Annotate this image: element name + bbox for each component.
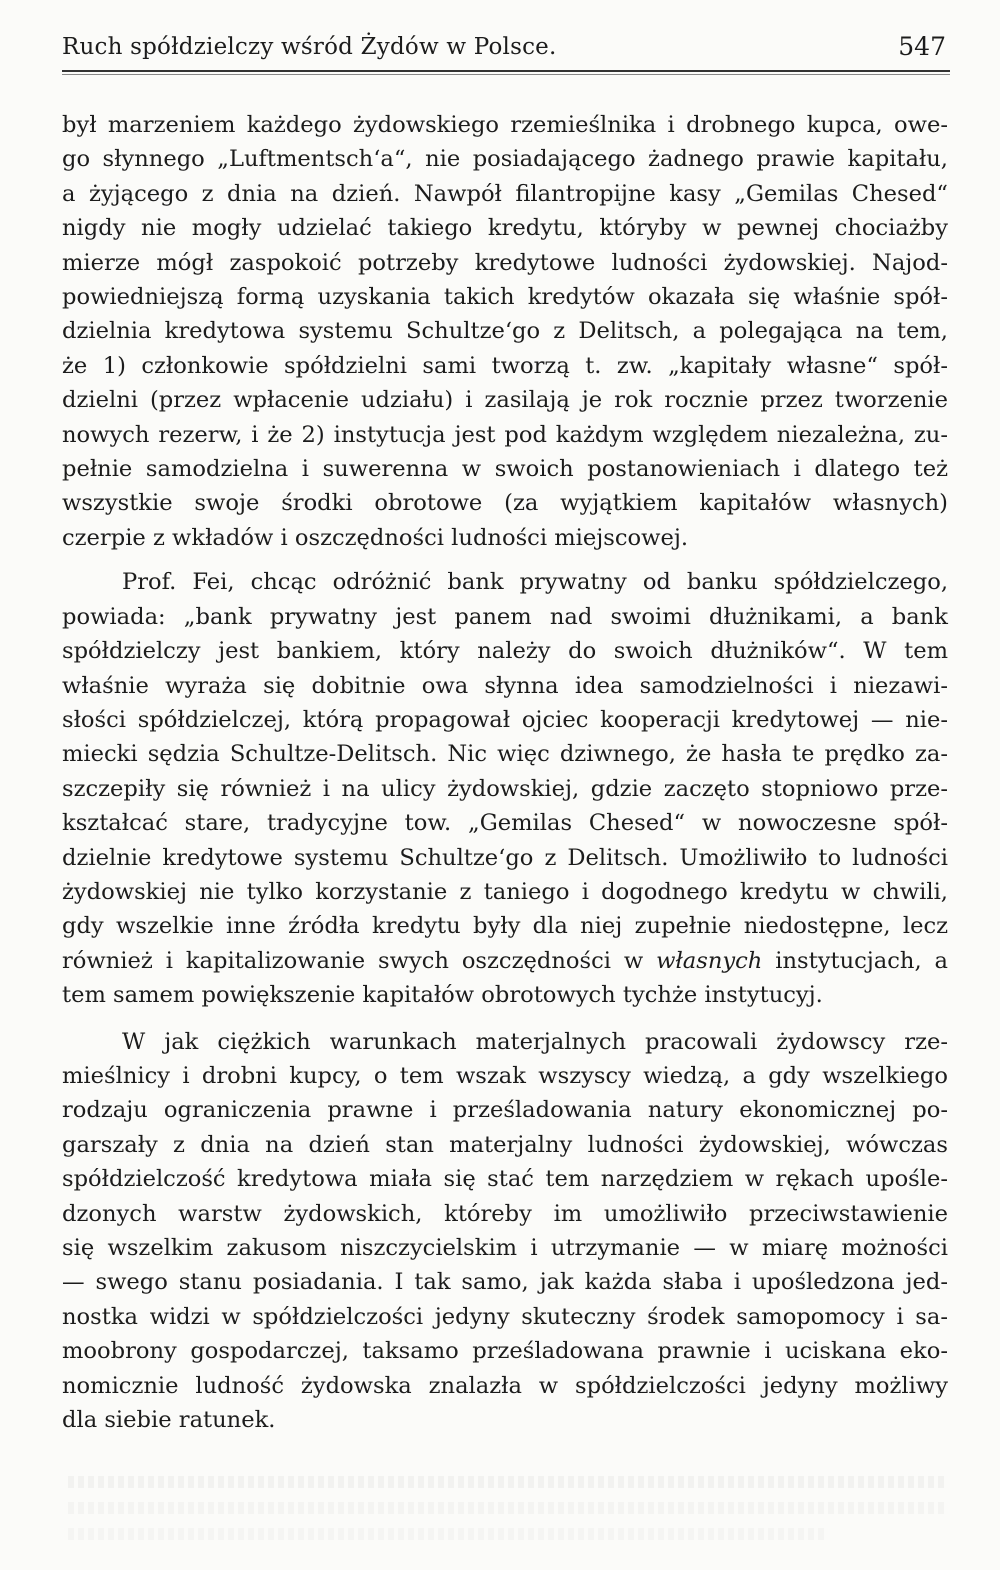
text-line: go słynnego „Luftmentsch‘a“, nie posiadającego żadnego prawie kapitału,	[62, 146, 948, 173]
text-line: dzonych warstw żydowskich, któreby im umożliwiło przeciwstawienie	[62, 1200, 948, 1227]
text-line: miecki sędzia Schultze-Delitsch. Nic więc dziwnego, że hasła te prędko za-	[62, 741, 948, 768]
page-number: 547	[898, 32, 946, 61]
show-through-artifact	[68, 1476, 948, 1488]
text-line: dzielni (przez wpłacenie udziału) i zasilają je rok rocznie przez tworzenie	[62, 387, 948, 414]
text-line: nostka widzi w spółdzielczości jedyny skuteczny środek samopomocy i sa-	[62, 1303, 948, 1330]
page-header	[62, 32, 950, 68]
text-line: powiedniejszą formą uzyskania takich kredytów okazała się właśnie spół-	[62, 284, 948, 311]
emphasis-word: własnych	[656, 947, 763, 974]
text-line: spółdzielczy jest bankiem, który należy do swoich dłużników“. W tem	[62, 638, 948, 665]
header-rule-thin	[62, 74, 950, 75]
text-line: wszystkie swoje środki obrotowe (za wyjątkiem kapitałów własnych)	[62, 490, 948, 517]
show-through-artifact	[68, 1528, 828, 1540]
text-line: kształcać stare, tradycyjne tow. „Gemilas Chesed“ w nowoczesne spół-	[62, 810, 948, 837]
text-segment: również i kapitalizowanie swych oszczędności w	[62, 947, 644, 974]
show-through-artifact	[68, 1502, 948, 1514]
text-line: spółdzielczość kredytowa miała się stać tem narzędziem w rękach upośle-	[62, 1166, 948, 1193]
text-line: garszały z dnia na dzień stan materjalny ludności żydowskiej, wówczas	[62, 1131, 948, 1158]
text-line: dla siebie ratunek.	[62, 1407, 276, 1434]
text-line: a żyjącego z dnia na dzień. Nawpół filantropijne kasy „Gemilas Chesed“	[62, 180, 948, 207]
text-line: nigdy nie mogły udzielać takiego kredytu, któryby w pewnej chociażby	[62, 215, 948, 242]
text-line: W jak ciężkich warunkach materjalnych pracowali żydowscy rze-	[122, 1028, 948, 1055]
text-line: Prof. Fei, chcąc odróżnić bank prywatny od banku spółdzielczego,	[122, 569, 948, 596]
paragraph-3	[62, 1025, 948, 1438]
text-line: moobrony gospodarczej, taksamo prześladowana prawnie i uciskana eko-	[62, 1338, 948, 1365]
paragraph-1	[62, 108, 948, 555]
text-line: był marzeniem każdego żydowskiego rzemieślnika i drobnego kupca, owe-	[62, 112, 948, 138]
text-line: nomicznie ludność żydowska znalazła w spółdzielczości jedyny możliwy	[62, 1372, 948, 1399]
text-line: gdy wszelkie inne źródła kredytu były dla niej zupełnie niedostępne, lecz	[62, 913, 948, 940]
text-segment: instytucjach, a	[775, 947, 949, 974]
text-line-with-emphasis	[62, 944, 948, 978]
text-line: rodzaju ograniczenia prawne i prześladowania natury ekonomicznej po-	[62, 1097, 948, 1124]
text-line: powiada: „bank prywatny jest panem nad swoimi dłużnikami, a bank	[62, 603, 948, 630]
paragraph-gap	[62, 555, 948, 565]
text-line: czerpie z wkładów i oszczędności ludności miejscowej.	[62, 524, 689, 551]
running-title: Ruch spółdzielczy wśród Żydów w Polsce.	[62, 34, 557, 60]
paragraph-2	[62, 565, 948, 1012]
text-line: się wszelkim zakusom niszczycielskim i utrzymanie — w miarę możności	[62, 1235, 948, 1261]
text-line: pełnie samodzielna i suwerenna w swoich postanowieniach i dlatego też	[62, 456, 948, 483]
header-rule	[62, 70, 950, 72]
text-line: nowych rezerw, i że 2) instytucja jest pod każdym względem niezależna, zu-	[62, 421, 948, 448]
text-line: mierze mógł zaspokoić potrzeby kredytowe ludności żydowskiej. Najod-	[62, 249, 948, 276]
text-line: że 1) członkowie spółdzielni sami tworzą t. zw. „kapitały własne“ spół-	[62, 352, 948, 379]
text-line: — swego stanu posiadania. I tak samo, jak każda słaba i upośledzona jed-	[62, 1269, 948, 1296]
text-line: dzielnie kredytowe systemu Schultze‘go z Delitsch. Umożliwiło to ludności	[62, 844, 948, 871]
paragraph-gap	[62, 1013, 948, 1025]
text-line: słości spółdzielczej, którą propagował ojciec kooperacji kredytowej — nie-	[62, 706, 948, 733]
text-line: właśnie wyraża się dobitnie owa słynna idea samodzielności i niezawi-	[62, 672, 948, 699]
text-line: mieślnicy i drobni kupcy, o tem wszak wszyscy wiedzą, a gdy wszelkiego	[62, 1062, 948, 1089]
text-line: żydowskiej nie tylko korzystanie z taniego i dogodnego kredytu w chwili,	[62, 878, 948, 905]
text-line: szczepiły się również i na ulicy żydowskiej, gdzie zaczęto stopniowo prze-	[62, 775, 948, 802]
text-line: tem samem powiększenie kapitałów obrotowych tychże instytucyj.	[62, 982, 823, 1009]
body-text	[62, 108, 948, 1437]
text-line: dzielnia kredytowa systemu Schultze‘go z Delitsch, a polegająca na tem,	[62, 318, 948, 345]
